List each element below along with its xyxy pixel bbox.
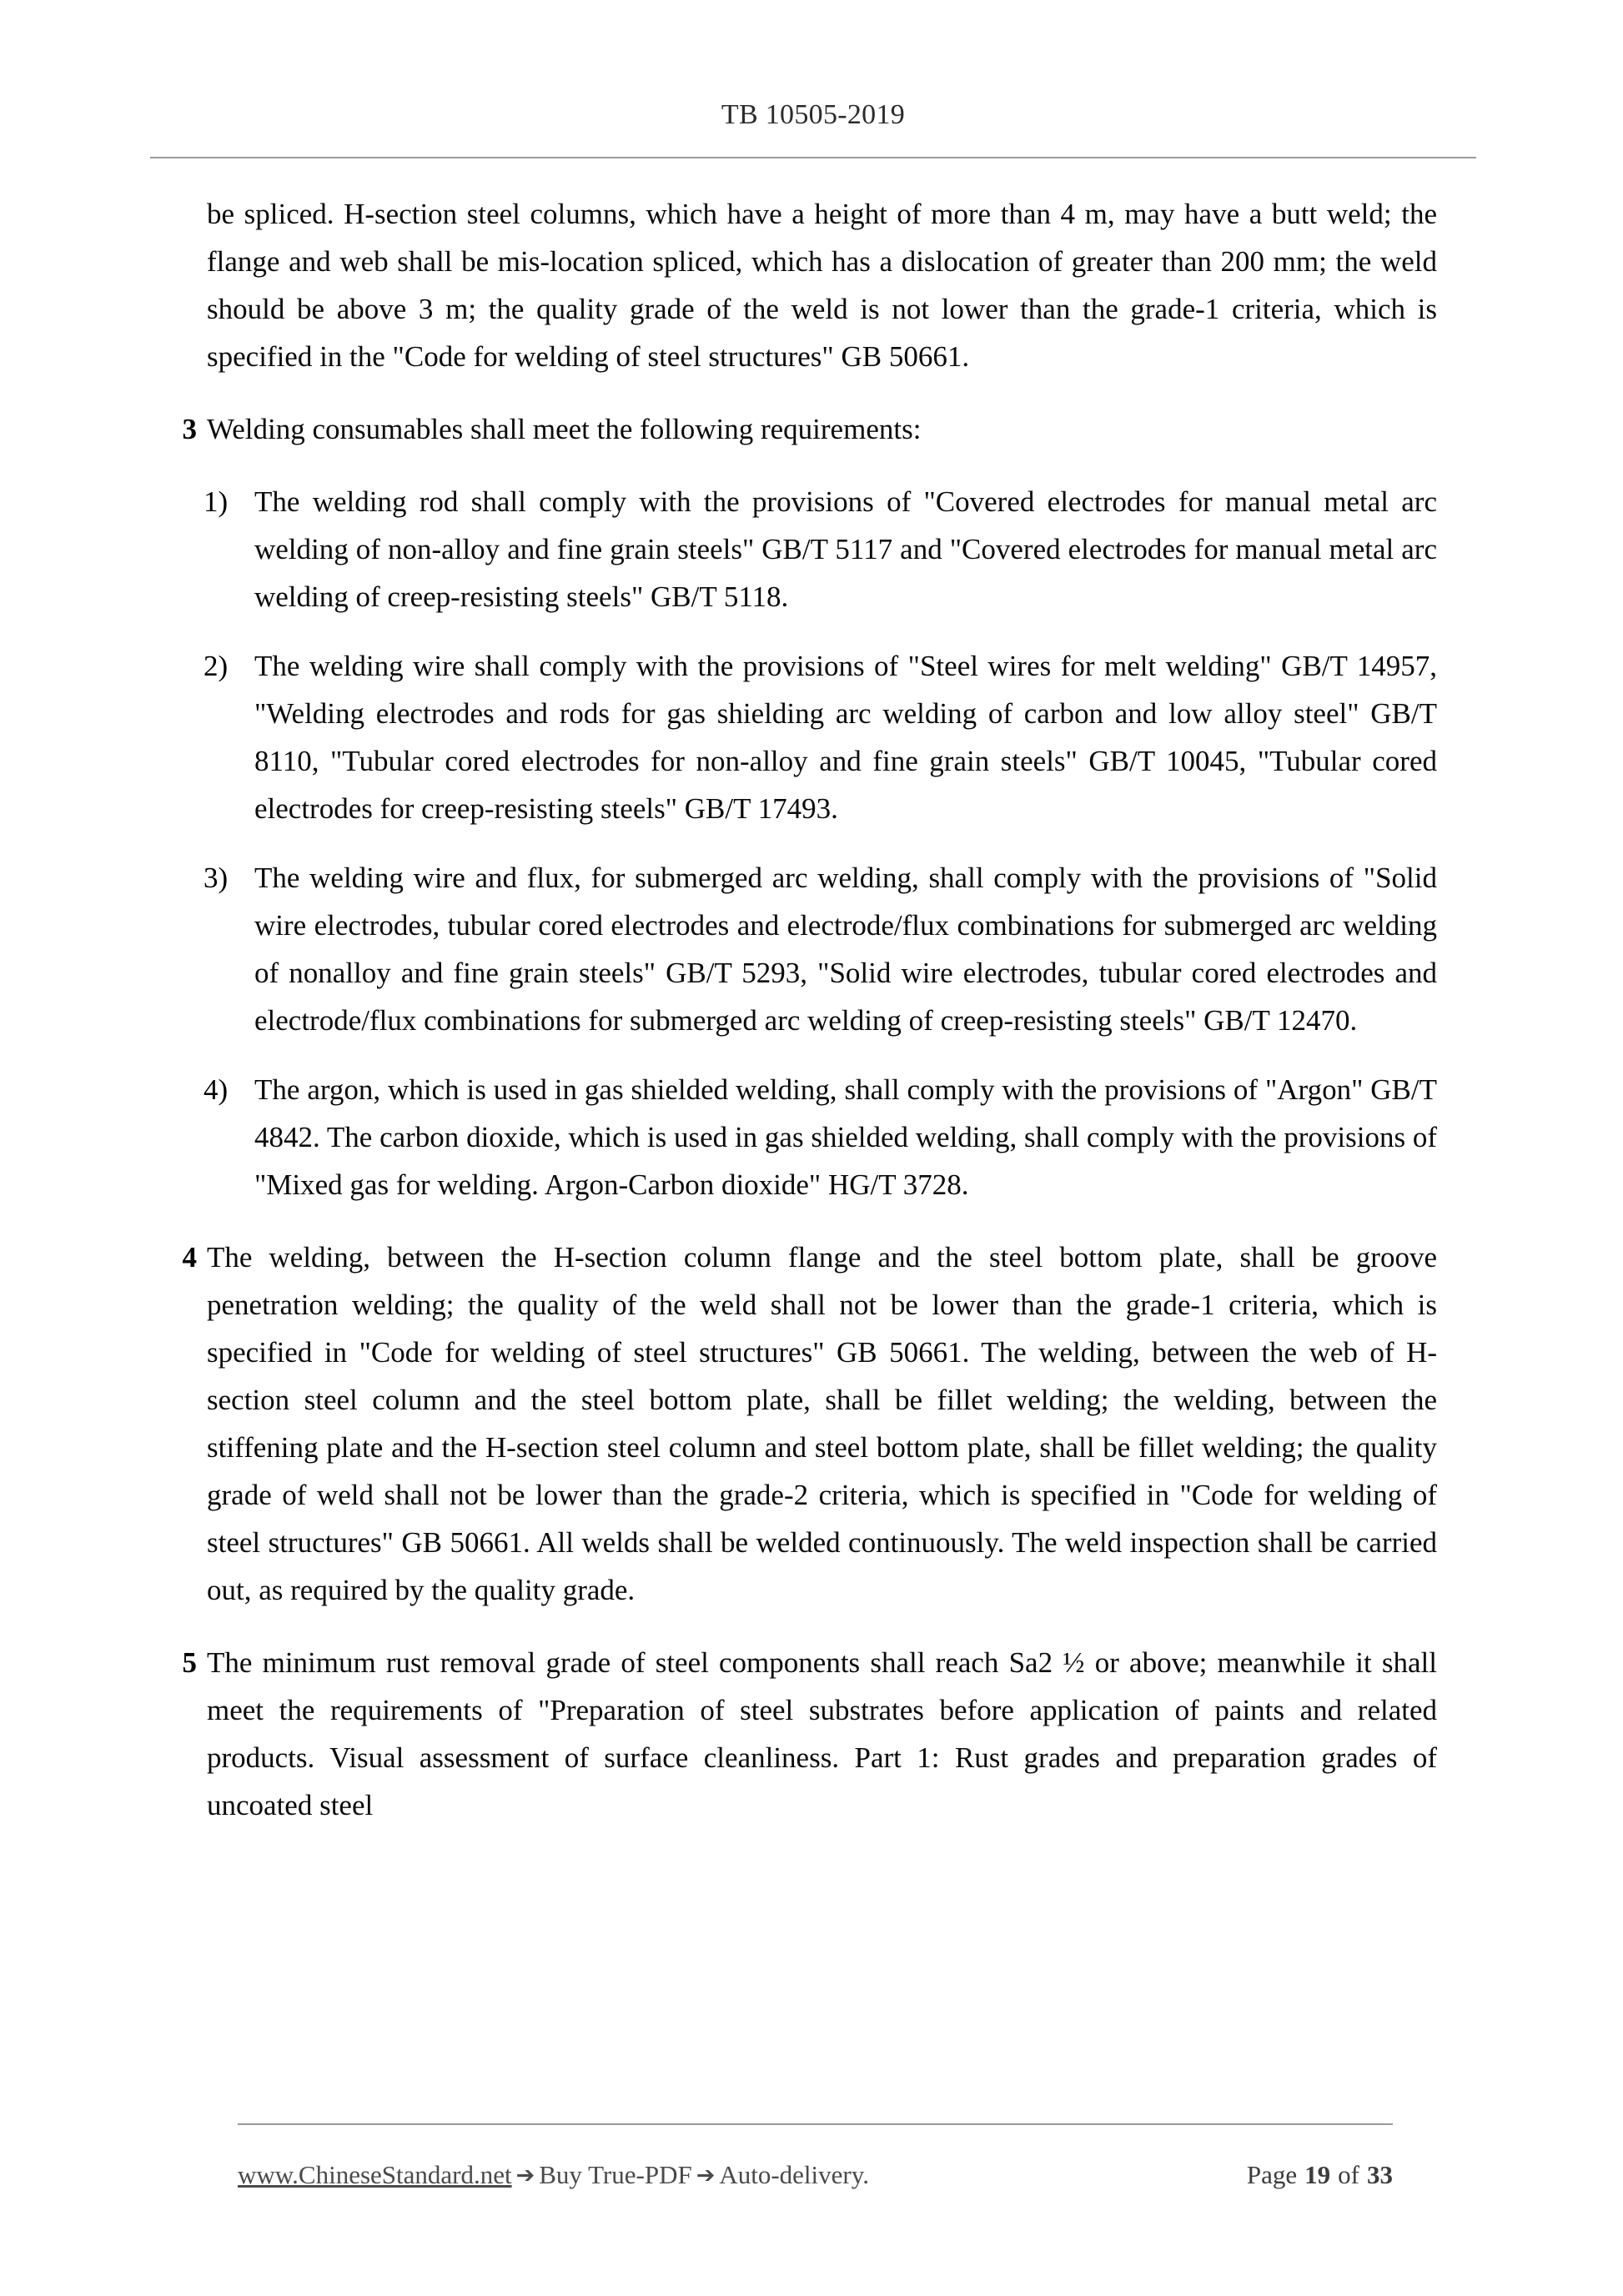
spacer — [150, 453, 1476, 478]
spacer — [150, 1044, 1476, 1066]
page-total: 33 — [1367, 2160, 1393, 2189]
list-marker: 2) — [204, 650, 229, 682]
page-number: 19 — [1304, 2160, 1331, 2189]
clause-3-item-4 — [150, 1066, 1437, 1208]
clause-3-number: 3 — [182, 413, 197, 445]
arrow-right-icon: ➔ — [515, 2163, 535, 2188]
clause-4-text: The welding, between the H-section column flange and the steel bottom plate, shall be groove penetration welding; the quality of the weld shall not be lower than the grade-1 criteria, which is specified in "Code for welding of steel structures" GB 50661. The welding, between the web of H-section steel column and the steel bottom plate, shall be fillet welding; the welding, between the stiffening plate and the H-section steel column and steel bottom plate, shall be fillet welding; the quality grade of weld shall not be lower than the grade-2 criteria, which is specified in "Code for welding of steel structures" GB 50661. All welds shall be welded continuously. The weld inspection shall be carried out, as required by the quality grade. — [207, 1241, 1437, 1606]
spacer — [150, 380, 1476, 405]
header-divider — [150, 157, 1476, 158]
list-marker: 1) — [204, 485, 229, 518]
footer-action-buy: Buy True-PDF — [539, 2160, 692, 2189]
clause-3 — [150, 405, 1437, 453]
clause-4-number: 4 — [182, 1241, 197, 1274]
list-item-text: The welding wire shall comply with the provisions of "Steel wires for melt welding" GB/T 14957, "Welding electrodes and rods for gas shielding arc welding of carbon and low alloy steel" GB/T 8110, "Tubular cored electrodes for non-alloy and fine grain steels" GB/T 10045, "Tubular cored electrodes for creep-resisting steels" GB/T 17493. — [254, 650, 1437, 825]
list-item-text: The welding wire and flux, for submerged arc welding, shall comply with the provisions of "Solid wire electrodes, tubular cored electrodes and electrode/flux combinations for submerged arc welding of nonalloy and fine grain steels" GB/T 5293, "Solid wire electrodes, tubular cored electrodes and electrode/flux combinations for submerged arc welding of creep-resisting steels" GB/T 12470. — [254, 862, 1437, 1037]
page-footer — [238, 2150, 1393, 2200]
arrow-right-icon: ➔ — [696, 2163, 716, 2188]
page-label: Page — [1246, 2160, 1298, 2189]
list-marker: 4) — [204, 1073, 229, 1106]
page-content — [150, 190, 1476, 1829]
clause-5-text: The minimum rust removal grade of steel components shall reach Sa2 ½ or above; meanwhile it shall meet the requirements of "Preparation of steel substrates before application of paints and related products. Visual assessment of surface cleanliness. Part 1: Rust grades and preparation grades of uncoated steel — [207, 1646, 1437, 1821]
clause-3-item-2 — [150, 642, 1437, 832]
spacer — [150, 1208, 1476, 1233]
clause-3-item-1 — [150, 478, 1437, 620]
clause-5-number: 5 — [182, 1646, 197, 1679]
spacer — [150, 620, 1476, 642]
page-header — [150, 98, 1476, 131]
footer-promo — [238, 2150, 869, 2202]
clause-4 — [150, 1233, 1437, 1614]
clause-3-item-3 — [150, 854, 1437, 1044]
list-item-text: The welding rod shall comply with the provisions of "Covered electrodes for manual metal arc welding of non-alloy and fine grain steels" GB/T 5117 and "Covered electrodes for manual metal arc welding of creep-resisting steels" GB/T 5118. — [254, 485, 1437, 613]
page-of-label: of — [1338, 2160, 1359, 2189]
paragraph-continued: be spliced. H-section steel columns, which have a height of more than 4 m, may have a butt weld; the flange and web shall be mis-location spliced, which has a dislocation of greater than 200 mm; the weld should be above 3 m; the quality grade of the weld is not lower than the grade-1 criteria, which is specified in the "Code for welding of steel structures" GB 50661. — [207, 198, 1437, 373]
clause-3-text: Welding consumables shall meet the following requirements: — [207, 413, 922, 445]
footer-action-delivery: Auto-delivery. — [719, 2160, 869, 2189]
footer-divider — [238, 2123, 1393, 2125]
footer-website-link[interactable]: www.ChineseStandard.net — [238, 2160, 512, 2189]
spacer — [150, 1614, 1476, 1639]
list-marker: 3) — [204, 862, 229, 894]
document-standard-number: TB 10505-2019 — [721, 99, 906, 130]
list-item-text: The argon, which is used in gas shielded welding, shall comply with the provisions of "Argon" GB/T 4842. The carbon dioxide, which is used in gas shielded welding, shall comply with the provisions of "Mixed gas for welding. Argon-Carbon dioxide" HG/T 3728. — [254, 1073, 1437, 1201]
spacer — [150, 832, 1476, 854]
page-indicator — [1247, 2150, 1393, 2200]
clause-5 — [150, 1639, 1437, 1829]
